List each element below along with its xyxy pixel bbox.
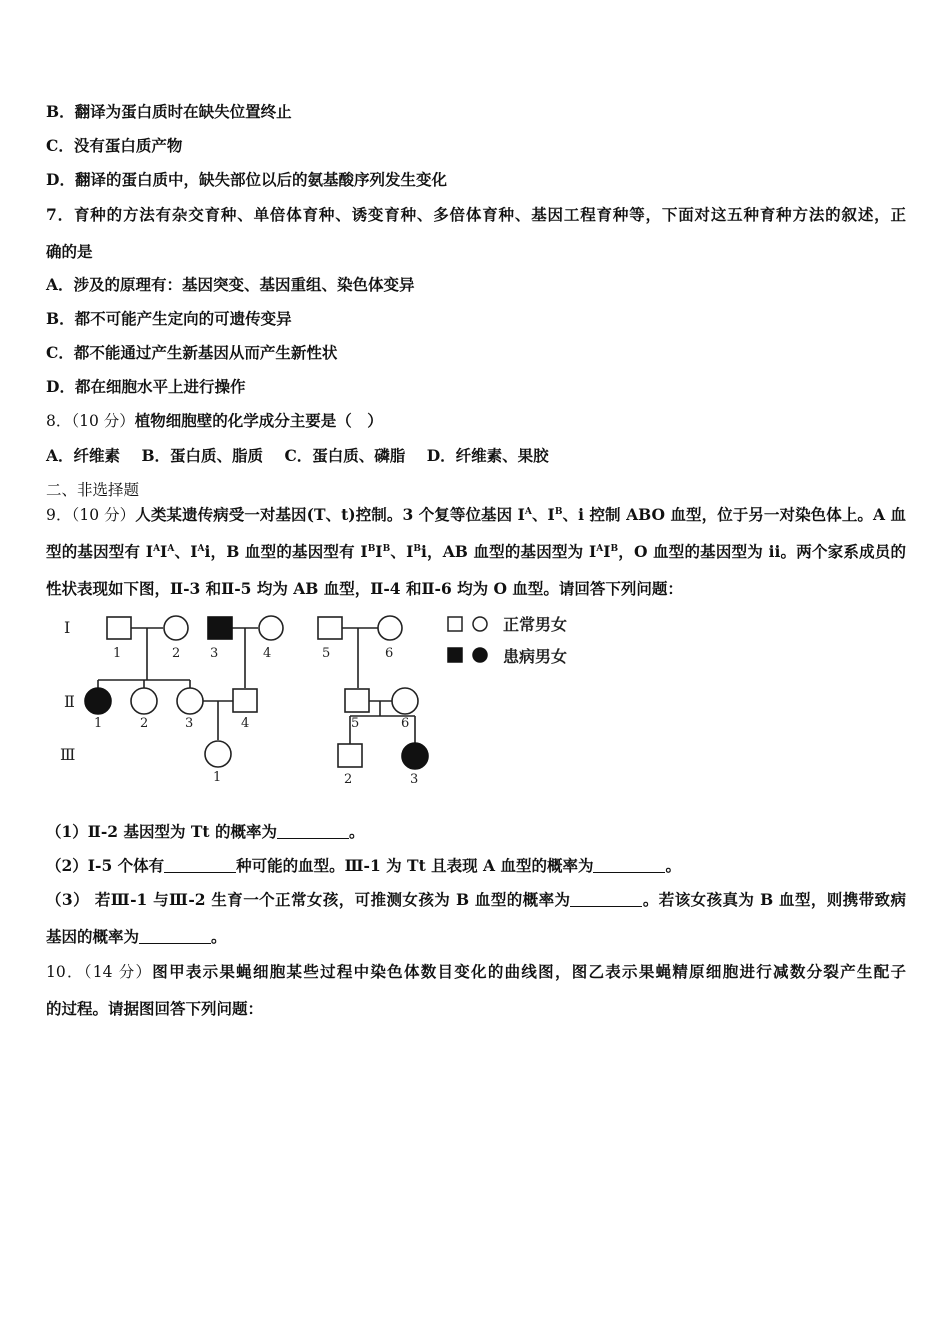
q9-stem-line3: 性状表现如下图，Ⅱ-3 和Ⅱ-5 均为 AB 血型，Ⅱ-4 和Ⅱ-6 均为 O 血型。请回答下列问题： — [46, 579, 683, 598]
q9-sub3-line2: 基因的概率为 。 — [46, 927, 227, 946]
pedigree-I4-normal-female — [259, 616, 283, 640]
q8-option-a: A．纤维素 — [46, 446, 121, 465]
q7-stem-line2: 确的是 — [46, 242, 93, 261]
pedigree-II4-normal-male — [233, 689, 257, 712]
legend-affected-female-icon — [473, 648, 487, 662]
q7-option-b: B．都不可能产生定向的可遗传变异 — [46, 309, 292, 328]
q6-option-c: C．没有蛋白质产物 — [46, 136, 183, 155]
q8-number: 8． — [46, 412, 72, 430]
pedigree-I5-normal-male — [318, 617, 342, 639]
answer-blank[interactable] — [593, 858, 665, 873]
legend-affected-label: 患病男女 — [503, 647, 568, 666]
legend-normal-label: 正常男女 — [503, 615, 568, 634]
pedigree-II5-normal-male — [345, 689, 369, 712]
q8-stem — [46, 411, 906, 431]
pedigree-II1-label: 1 — [94, 716, 103, 731]
pedigree-I3-label: 3 — [210, 646, 219, 661]
q10-stem-line1: 10．（14 分）图甲表示果蝇细胞某些过程中染色体数目变化的曲线图，图乙表示果蝇精原细胞进行减数分裂产生配子 — [46, 962, 906, 981]
q6-option-d: D．翻译的蛋白质中，缺失部位以后的氨基酸序列发生变化 — [46, 170, 447, 189]
q6-option-b: B．翻译为蛋白质时在缺失位置终止 — [46, 102, 292, 121]
q8-option-b: B．蛋白质、脂质 — [141, 446, 264, 465]
answer-blank[interactable] — [164, 858, 236, 873]
q10-stem-line2: 的过程。请据图回答下列问题： — [46, 999, 264, 1018]
q9-stem-line1: 9．（10 分）人类某遗传病受一对基因(T、t)控制。3 个复等位基因 $I^A$、$I^B$、i 控制 ABO 血型，位于另一对染色体上。A 血 — [46, 505, 906, 524]
pedigree-II2-label: 2 — [140, 716, 149, 731]
q7-option-a: A．涉及的原理有：基因突变、基因重组、染色体变异 — [46, 275, 415, 294]
pedigree-III2-normal-male — [338, 744, 362, 767]
q10-number: 10． — [46, 963, 84, 981]
pedigree-I4-label: 4 — [263, 646, 272, 661]
pedigree-III3-label: 3 — [410, 772, 419, 787]
answer-blank[interactable] — [139, 929, 211, 944]
pedigree-I2-label: 2 — [172, 646, 181, 661]
q7-stem-line1: 7．育种的方法有杂交育种、单倍体育种、诱变育种、多倍体育种、基因工程育种等，下面对这五种育种方法的叙述，正 — [46, 205, 906, 224]
legend-affected-male-icon — [448, 648, 462, 662]
pedigree-I3-affected-male — [208, 617, 232, 639]
q8-score: （10 分） — [71, 412, 135, 430]
pedigree-I6-normal-female — [378, 616, 402, 640]
q10-score: （14 分） — [83, 963, 153, 981]
pedigree-diagram — [58, 612, 598, 792]
q8-option-d: D．纤维素、果胶 — [426, 446, 549, 465]
pedigree-II3-label: 3 — [185, 716, 194, 731]
pedigree-II5-label: 5 — [351, 716, 360, 731]
section-heading: 二、非选择题 — [46, 481, 140, 499]
pedigree-I6-label: 6 — [385, 646, 394, 661]
q9-number: 9． — [46, 506, 72, 524]
q8-options — [46, 446, 906, 466]
q9-stem-line2: 型的基因型有 $I^AI^A$、$I^Ai$，B 血型的基因型有 $I^BI^B$、$I^Bi$，AB 血型的基因型为 $I^AI^B$，O 血型的基因型为 ii。两个家系成员的 — [46, 542, 906, 561]
answer-blank[interactable] — [570, 892, 642, 907]
q9-score: （10 分） — [71, 506, 136, 524]
q8-stem-text: 植物细胞壁的化学成分主要是（ ） — [134, 411, 383, 430]
q9-sub2: （2）Ⅰ-5 个体有 种可能的血型。Ⅲ-1 为 Tt 且表现 A 血型的概率为 。 — [46, 856, 681, 875]
q8-option-c: C．蛋白质、磷脂 — [284, 446, 406, 465]
pedigree-III2-label: 2 — [344, 772, 353, 787]
pedigree-II2-normal-female — [131, 688, 157, 714]
pedigree-I2-normal-female — [164, 616, 188, 640]
legend-normal-female-icon — [473, 617, 487, 631]
pedigree-II1-affected-female — [85, 688, 111, 714]
pedigree-II3-normal-female — [177, 688, 203, 714]
pedigree-I5-label: 5 — [322, 646, 331, 661]
q7-option-d: D．都在细胞水平上进行操作 — [46, 377, 246, 396]
pedigree-II6-label: 6 — [401, 716, 410, 731]
q9-sub1: （1）Ⅱ-2 基因型为 Tt 的概率为 。 — [46, 822, 365, 841]
pedigree-I1-label: 1 — [113, 646, 122, 661]
pedigree-II6-normal-female — [392, 688, 418, 714]
generation-label-3: Ⅲ — [60, 745, 76, 764]
generation-label-1: Ⅰ — [64, 618, 71, 637]
pedigree-II4-label: 4 — [241, 716, 250, 731]
q9-sub3-line1: （3） 若Ⅲ-1 与Ⅲ-2 生育一个正常女孩，可推测女孩为 B 血型的概率为 。若该女孩真为 B 血型，则携带致病 — [46, 890, 906, 909]
pedigree-III1-label: 1 — [213, 770, 222, 785]
q7-option-c: C．都不能通过产生新基因从而产生新性状 — [46, 343, 338, 362]
generation-label-2: Ⅱ — [64, 692, 75, 711]
pedigree-III1-normal-female — [205, 741, 231, 767]
legend-normal-male-icon — [448, 617, 462, 631]
pedigree-I1-normal-male — [107, 617, 131, 639]
answer-blank[interactable] — [277, 824, 349, 839]
pedigree-III3-affected-female — [402, 743, 428, 769]
